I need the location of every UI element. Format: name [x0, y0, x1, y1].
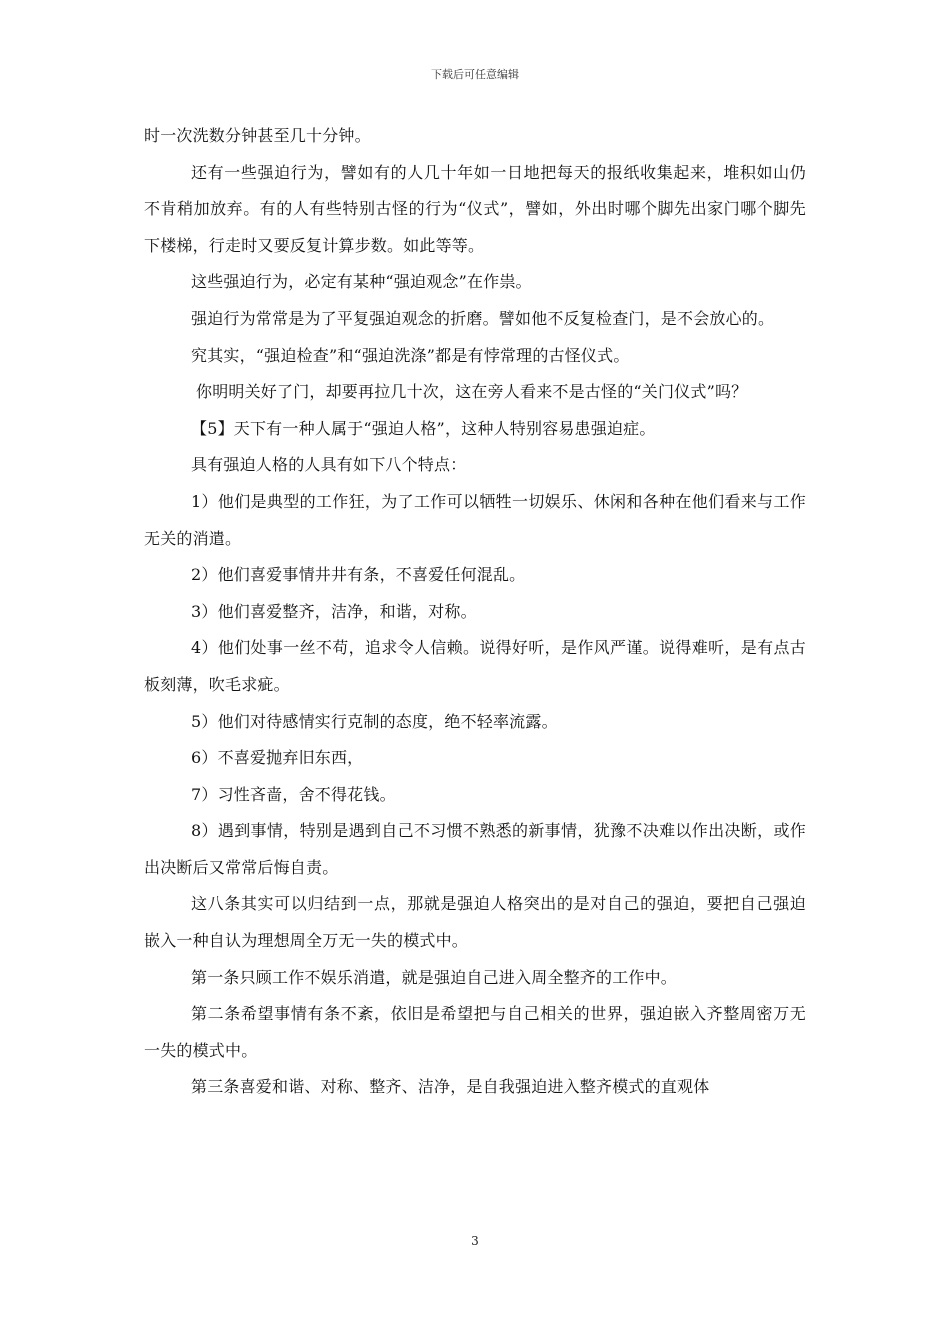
paragraph: 还有一些强迫行为，譬如有的人几十年如一日地把每天的报纸收集起来，堆积如山仍不肯稍加放弃。有的人有些特别古怪的行为“仪式”，譬如，外出时哪个脚先出家门哪个脚先下楼梯，行走时又要反复计算步数。如此等等。 — [144, 162, 806, 255]
list-item: 8）遇到事情，特别是遇到自己不习惯不熟悉的新事情，犹豫不决难以作出决断，或作出决断后又常常后悔自责。 — [144, 821, 806, 877]
paragraph: 你明明关好了门，却要再拉几十次，这在旁人看来不是古怪的“关门仪式”吗？ — [196, 382, 748, 402]
page-number: 3 — [471, 1234, 479, 1248]
page-header: 下载后可任意编辑 — [431, 68, 519, 81]
paragraph: 这些强迫行为，必定有某种“强迫观念”在作祟。 — [191, 272, 532, 292]
paragraph: 这八条其实可以归结到一点，那就是强迫人格突出的是对自己的强迫，要把自己强迫嵌入一种自认为理想周全万无一失的模式中。 — [144, 894, 806, 951]
list-item: 6）不喜爱抛弃旧东西， — [191, 748, 364, 768]
list-item: 1）他们是典型的工作狂，为了工作可以牺牲一切娱乐、休闲和各种在他们看来与工作无关的消遣。 — [144, 491, 806, 548]
list-item: 7）习性吝啬，舍不得花钱。 — [191, 784, 396, 804]
paragraph-continuation: 时一次洗数分钟甚至几十分钟。 — [144, 126, 371, 145]
paragraph: 第二条希望事情有条不紊，依旧是希望把与自己相关的世界，强迫嵌入齐整周密万无一失的模式中。 — [144, 1004, 806, 1060]
paragraph: 强迫行为常常是为了平复强迫观念的折磨。譬如他不反复检查门，是不会放心的。 — [191, 308, 775, 328]
list-item: 3）他们喜爱整齐，洁净，和谐，对称。 — [191, 601, 477, 621]
paragraph: 第三条喜爱和谐、对称、整齐、洁净，是自我强迫进入整齐模式的直观体 — [191, 1077, 710, 1097]
list-item: 5）他们对待感情实行克制的态度，绝不轻率流露。 — [191, 711, 558, 731]
paragraph: 究其实，“强迫检查”和“强迫洗涤”都是有悖常理的古怪仪式。 — [191, 345, 630, 365]
paragraph: 第一条只顾工作不娱乐消遣，就是强迫自己进入周全整齐的工作中。 — [191, 967, 678, 987]
list-item: 4）他们处事一丝不苟，追求令人信赖。说得好听，是作风严谨。说得难听，是有点古板刻薄，吹毛求疵。 — [144, 638, 806, 694]
paragraph: 【5】天下有一种人属于“强迫人格”，这种人特别容易患强迫症。 — [191, 418, 656, 438]
list-item: 2）他们喜爱事情井井有条，不喜爱任何混乱。 — [191, 565, 526, 585]
paragraph: 具有强迫人格的人具有如下八个特点： — [191, 455, 467, 475]
document-body — [144, 118, 806, 1106]
